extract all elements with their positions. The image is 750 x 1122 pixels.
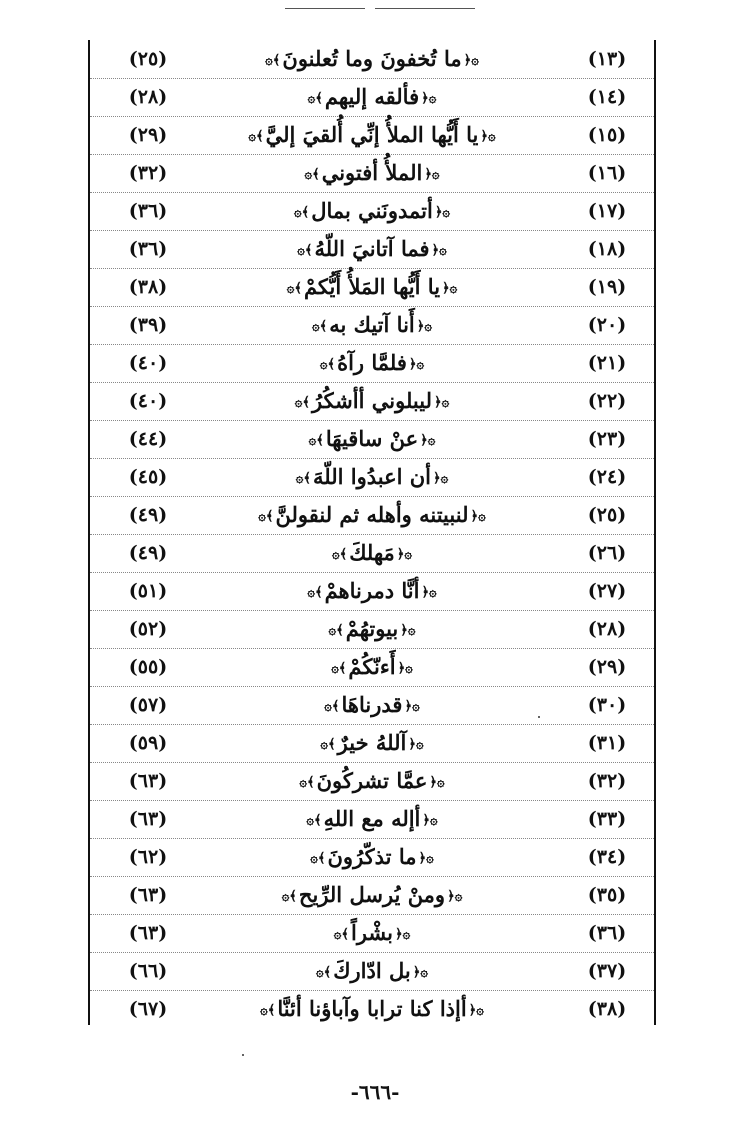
verse-phrase: [190, 40, 554, 78]
bracket-ornament-close: ﴾۞: [306, 812, 322, 828]
table-row: [90, 914, 654, 953]
page-reference: (٥٢): [128, 618, 168, 640]
verse-phrase: [190, 572, 554, 610]
verse-phrase-text: الملأُ أفتوني: [321, 160, 423, 185]
bracket-ornament-open: ۞﴿: [431, 242, 447, 258]
verse-phrase-text: قدرناهَا: [341, 692, 403, 717]
page-reference: (٥٥): [128, 656, 168, 678]
entry-number: (١٩): [587, 276, 627, 298]
page-reference: (٥٧): [128, 694, 168, 716]
table-row: [90, 610, 654, 649]
bracket-ornament-close: ﴾۞: [260, 1002, 276, 1018]
table-row: [90, 268, 654, 307]
verse-phrase-text: أإله مع اللهِ: [323, 806, 421, 831]
entry-number: (١٦): [587, 162, 627, 184]
entry-number: (٢٣): [587, 428, 627, 450]
page-reference: (٣٦): [128, 200, 168, 222]
table-row: [90, 458, 654, 497]
table-row: [90, 344, 654, 383]
verse-phrase: [190, 686, 554, 724]
verse-phrase-text: أنَّا دمرناهمْ: [324, 578, 420, 603]
page-reference: (٤٠): [128, 352, 168, 374]
bracket-ornament-close: ﴾۞: [328, 622, 344, 638]
verse-phrase: [190, 192, 554, 230]
bracket-ornament-open: ۞﴿: [412, 964, 428, 980]
bracket-ornament-open: ۞﴿: [421, 90, 437, 106]
bracket-ornament-close: ﴾۞: [297, 242, 313, 258]
table-row: [90, 876, 654, 915]
verse-phrase: [190, 952, 554, 990]
table-row: [90, 230, 654, 269]
bracket-ornament-close: ﴾۞: [310, 850, 326, 866]
verse-phrase-text: عنْ ساقيهَا: [325, 426, 419, 451]
table-row: [90, 534, 654, 573]
bracket-ornament-open: ۞﴿: [447, 888, 463, 904]
verse-phrase-text: يا أَيُّها المَلأُ أَيُّكمْ: [303, 274, 441, 299]
verse-phrase-text: فما آتانيَ اللّهُ: [314, 236, 430, 261]
entry-number: (٣٧): [587, 960, 627, 982]
table-row: [90, 800, 654, 839]
bracket-ornament-close: ﴾۞: [333, 926, 349, 942]
page-reference: (٦٣): [128, 884, 168, 906]
page-reference: (٤٤): [128, 428, 168, 450]
bracket-ornament-open: ۞﴿: [424, 166, 440, 182]
verse-phrase: [190, 914, 554, 952]
bracket-ornament-open: ۞﴿: [408, 736, 424, 752]
bracket-ornament-open: ۞﴿: [397, 660, 413, 676]
table-row: [90, 496, 654, 535]
entry-number: (٢١): [587, 352, 627, 374]
bracket-ornament-close: ﴾۞: [281, 888, 297, 904]
table-row: [90, 952, 654, 991]
table-row: [90, 154, 654, 193]
bracket-ornament-open: ۞﴿: [418, 850, 434, 866]
table-row: [90, 724, 654, 763]
entry-number: (٣٤): [587, 846, 627, 868]
page-reference: (٤٥): [128, 466, 168, 488]
verse-phrase: [190, 458, 554, 496]
verse-phrase: [190, 268, 554, 306]
bracket-ornament-close: ﴾۞: [258, 508, 274, 524]
verse-phrase: [190, 420, 554, 458]
bracket-ornament-open: ۞﴿: [433, 394, 450, 410]
verse-phrase: [190, 382, 554, 420]
entry-number: (٢٩): [587, 656, 627, 678]
verse-phrase: [190, 230, 554, 268]
verse-phrase: [190, 648, 554, 686]
table-row: [90, 116, 654, 155]
verse-phrase: [190, 610, 554, 648]
verse-phrase-text: فألقه إليهم: [324, 84, 420, 109]
verse-phrase: [190, 724, 554, 762]
verse-phrase-text: بيوتهُمْ: [345, 616, 399, 641]
speck-mark: [242, 1054, 244, 1056]
bracket-ornament-close: ﴾۞: [295, 470, 311, 486]
entry-number: (٢٠): [587, 314, 627, 336]
table-row: [90, 990, 654, 1028]
table-row: [90, 686, 654, 725]
verse-phrase: [190, 876, 554, 914]
entry-number: (٣١): [587, 732, 627, 754]
bracket-ornament-close: ﴾۞: [307, 90, 323, 106]
verse-phrase-text: أن اعبدُوا اللّهَ: [312, 464, 432, 489]
bracket-ornament-close: ﴾۞: [304, 166, 320, 182]
bracket-ornament-open: ۞﴿: [400, 622, 416, 638]
entry-number: (٢٦): [587, 542, 627, 564]
bracket-ornament-open: ۞﴿: [470, 508, 486, 524]
bracket-ornament-close: ﴾۞: [308, 432, 324, 448]
verse-phrase: [190, 496, 554, 534]
entry-number: (١٣): [587, 48, 627, 70]
entry-number: (١٤): [587, 86, 627, 108]
bracket-ornament-open: ۞﴿: [395, 926, 411, 942]
bracket-ornament-close: ﴾۞: [299, 774, 315, 790]
entry-number: (٣٨): [587, 998, 627, 1020]
entry-number: (٢٨): [587, 618, 627, 640]
verse-phrase-text: يا أَيُّها الملأُ إنِّي أُلقيَ إليَّ: [265, 122, 479, 147]
table-row: [90, 40, 654, 79]
page-reference: (٦٣): [128, 922, 168, 944]
bracket-ornament-close: ﴾۞: [293, 204, 310, 220]
bracket-ornament-open: ۞﴿: [396, 546, 413, 562]
verse-phrase: [190, 344, 554, 382]
verse-phrase-text: أتمدونَني بمال: [311, 198, 433, 223]
verse-phrase-text: ما تذكّرُونَ: [327, 844, 417, 869]
page-reference: (٢٩): [128, 124, 168, 146]
bracket-ornament-open: ۞﴿: [420, 432, 436, 448]
verse-phrase-text: فلمَّا رآهُ: [337, 350, 407, 375]
bracket-ornament-open: ۞﴿: [416, 318, 432, 334]
table-row: [90, 306, 654, 345]
index-table: [88, 40, 656, 1025]
entry-number: (٣٣): [587, 808, 627, 830]
entry-number: (٢٢): [587, 390, 627, 412]
page-reference: (٢٨): [128, 86, 168, 108]
verse-phrase: [190, 154, 554, 192]
bracket-ornament-close: ﴾۞: [331, 546, 348, 562]
verse-phrase-text: لنبيتنه وأهله ثم لنقولنَّ: [275, 502, 469, 527]
table-row: [90, 420, 654, 459]
bracket-ornament-open: ۞﴿: [434, 204, 451, 220]
verse-phrase: [190, 306, 554, 344]
bracket-ornament-open: ۞﴿: [480, 128, 496, 144]
entry-number: (٣٥): [587, 884, 627, 906]
entry-number: (٣٢): [587, 770, 627, 792]
bracket-ornament-open: ۞﴿: [422, 812, 438, 828]
verse-phrase-text: أَنا آتيك به: [329, 312, 415, 337]
bracket-ornament-open: ۞﴿: [468, 1002, 484, 1018]
bracket-ornament-open: ۞﴿: [421, 584, 437, 600]
bracket-ornament-close: ﴾۞: [265, 52, 281, 68]
page-reference: (٦٦): [128, 960, 168, 982]
verse-phrase: [190, 990, 554, 1028]
bracket-ornament-close: ﴾۞: [307, 584, 323, 600]
entry-number: (٢٧): [587, 580, 627, 602]
bracket-ornament-open: ۞﴿: [408, 356, 425, 372]
verse-phrase: [190, 838, 554, 876]
verse-phrase-text: بشْراً: [351, 920, 393, 945]
page-reference: (٤٩): [128, 504, 168, 526]
bracket-ornament-close: ﴾۞: [331, 660, 347, 676]
bracket-ornament-open: ۞﴿: [433, 470, 449, 486]
table-row: [90, 78, 654, 117]
table-row: [90, 192, 654, 231]
verse-phrase-text: مَهلكَ: [349, 540, 395, 565]
verse-phrase: [190, 78, 554, 116]
verse-phrase: [190, 762, 554, 800]
verse-phrase-text: عمَّا تشركُونَ: [316, 768, 428, 793]
bracket-ornament-close: ﴾۞: [319, 356, 336, 372]
page-reference: (٣٨): [128, 276, 168, 298]
bracket-ornament-open: ۞﴿: [429, 774, 445, 790]
entry-number: (١٧): [587, 200, 627, 222]
bracket-ornament-close: ﴾۞: [286, 280, 302, 296]
bracket-ornament-close: ﴾۞: [320, 736, 336, 752]
table-row: [90, 382, 654, 421]
page-reference: (٣٢): [128, 162, 168, 184]
table-row: [90, 572, 654, 611]
page-reference: (٦٧): [128, 998, 168, 1020]
verse-phrase: [190, 116, 554, 154]
table-row: [90, 762, 654, 801]
top-rule-right: [375, 8, 475, 9]
page-reference: (٥١): [128, 580, 168, 602]
page-reference: (٢٥): [128, 48, 168, 70]
page-reference: (٣٦): [128, 238, 168, 260]
speck-mark: [538, 716, 540, 718]
bracket-ornament-close: ﴾۞: [248, 128, 264, 144]
table-row: [90, 838, 654, 877]
verse-phrase-text: ومنْ يُرسل الرِّيح: [298, 882, 446, 907]
page-reference: (٦٣): [128, 808, 168, 830]
bracket-ornament-close: ﴾۞: [316, 964, 332, 980]
bracket-ornament-close: ﴾۞: [294, 394, 310, 410]
top-rule-left: [285, 8, 365, 9]
entry-number: (٢٥): [587, 504, 627, 526]
entry-number: (١٥): [587, 124, 627, 146]
verse-phrase: [190, 534, 554, 572]
bracket-ornament-close: ﴾۞: [312, 318, 328, 334]
page-reference: (٣٩): [128, 314, 168, 336]
verse-phrase: [190, 800, 554, 838]
table-row: [90, 648, 654, 687]
entry-number: (٣٠): [587, 694, 627, 716]
bracket-ornament-open: ۞﴿: [463, 52, 479, 68]
page-reference: (٦٢): [128, 846, 168, 868]
bracket-ornament-open: ۞﴿: [442, 280, 458, 296]
page-reference: (٦٣): [128, 770, 168, 792]
page-number: -٦٦٦-: [350, 1080, 400, 1104]
entry-number: (٣٦): [587, 922, 627, 944]
entry-number: (٢٤): [587, 466, 627, 488]
verse-phrase-text: ليبلوني أأشكُرُ: [312, 388, 432, 413]
bracket-ornament-open: ۞﴿: [404, 698, 420, 714]
page-reference: (٥٩): [128, 732, 168, 754]
bracket-ornament-close: ﴾۞: [324, 698, 340, 714]
verse-phrase-text: أإذا كنا ترابا وآباؤنا أئنَّا: [277, 996, 467, 1021]
page-reference: (٤٠): [128, 390, 168, 412]
verse-phrase-text: ما تُخفونَ وما تُعلنونَ: [282, 46, 462, 71]
entry-number: (١٨): [587, 238, 627, 260]
verse-phrase-text: أَءنّكُمْ: [348, 654, 396, 679]
page-reference: (٤٩): [128, 542, 168, 564]
verse-phrase-text: آللهُ خيرٌ: [337, 730, 407, 755]
verse-phrase-text: بل ادّاركَ: [333, 958, 411, 983]
